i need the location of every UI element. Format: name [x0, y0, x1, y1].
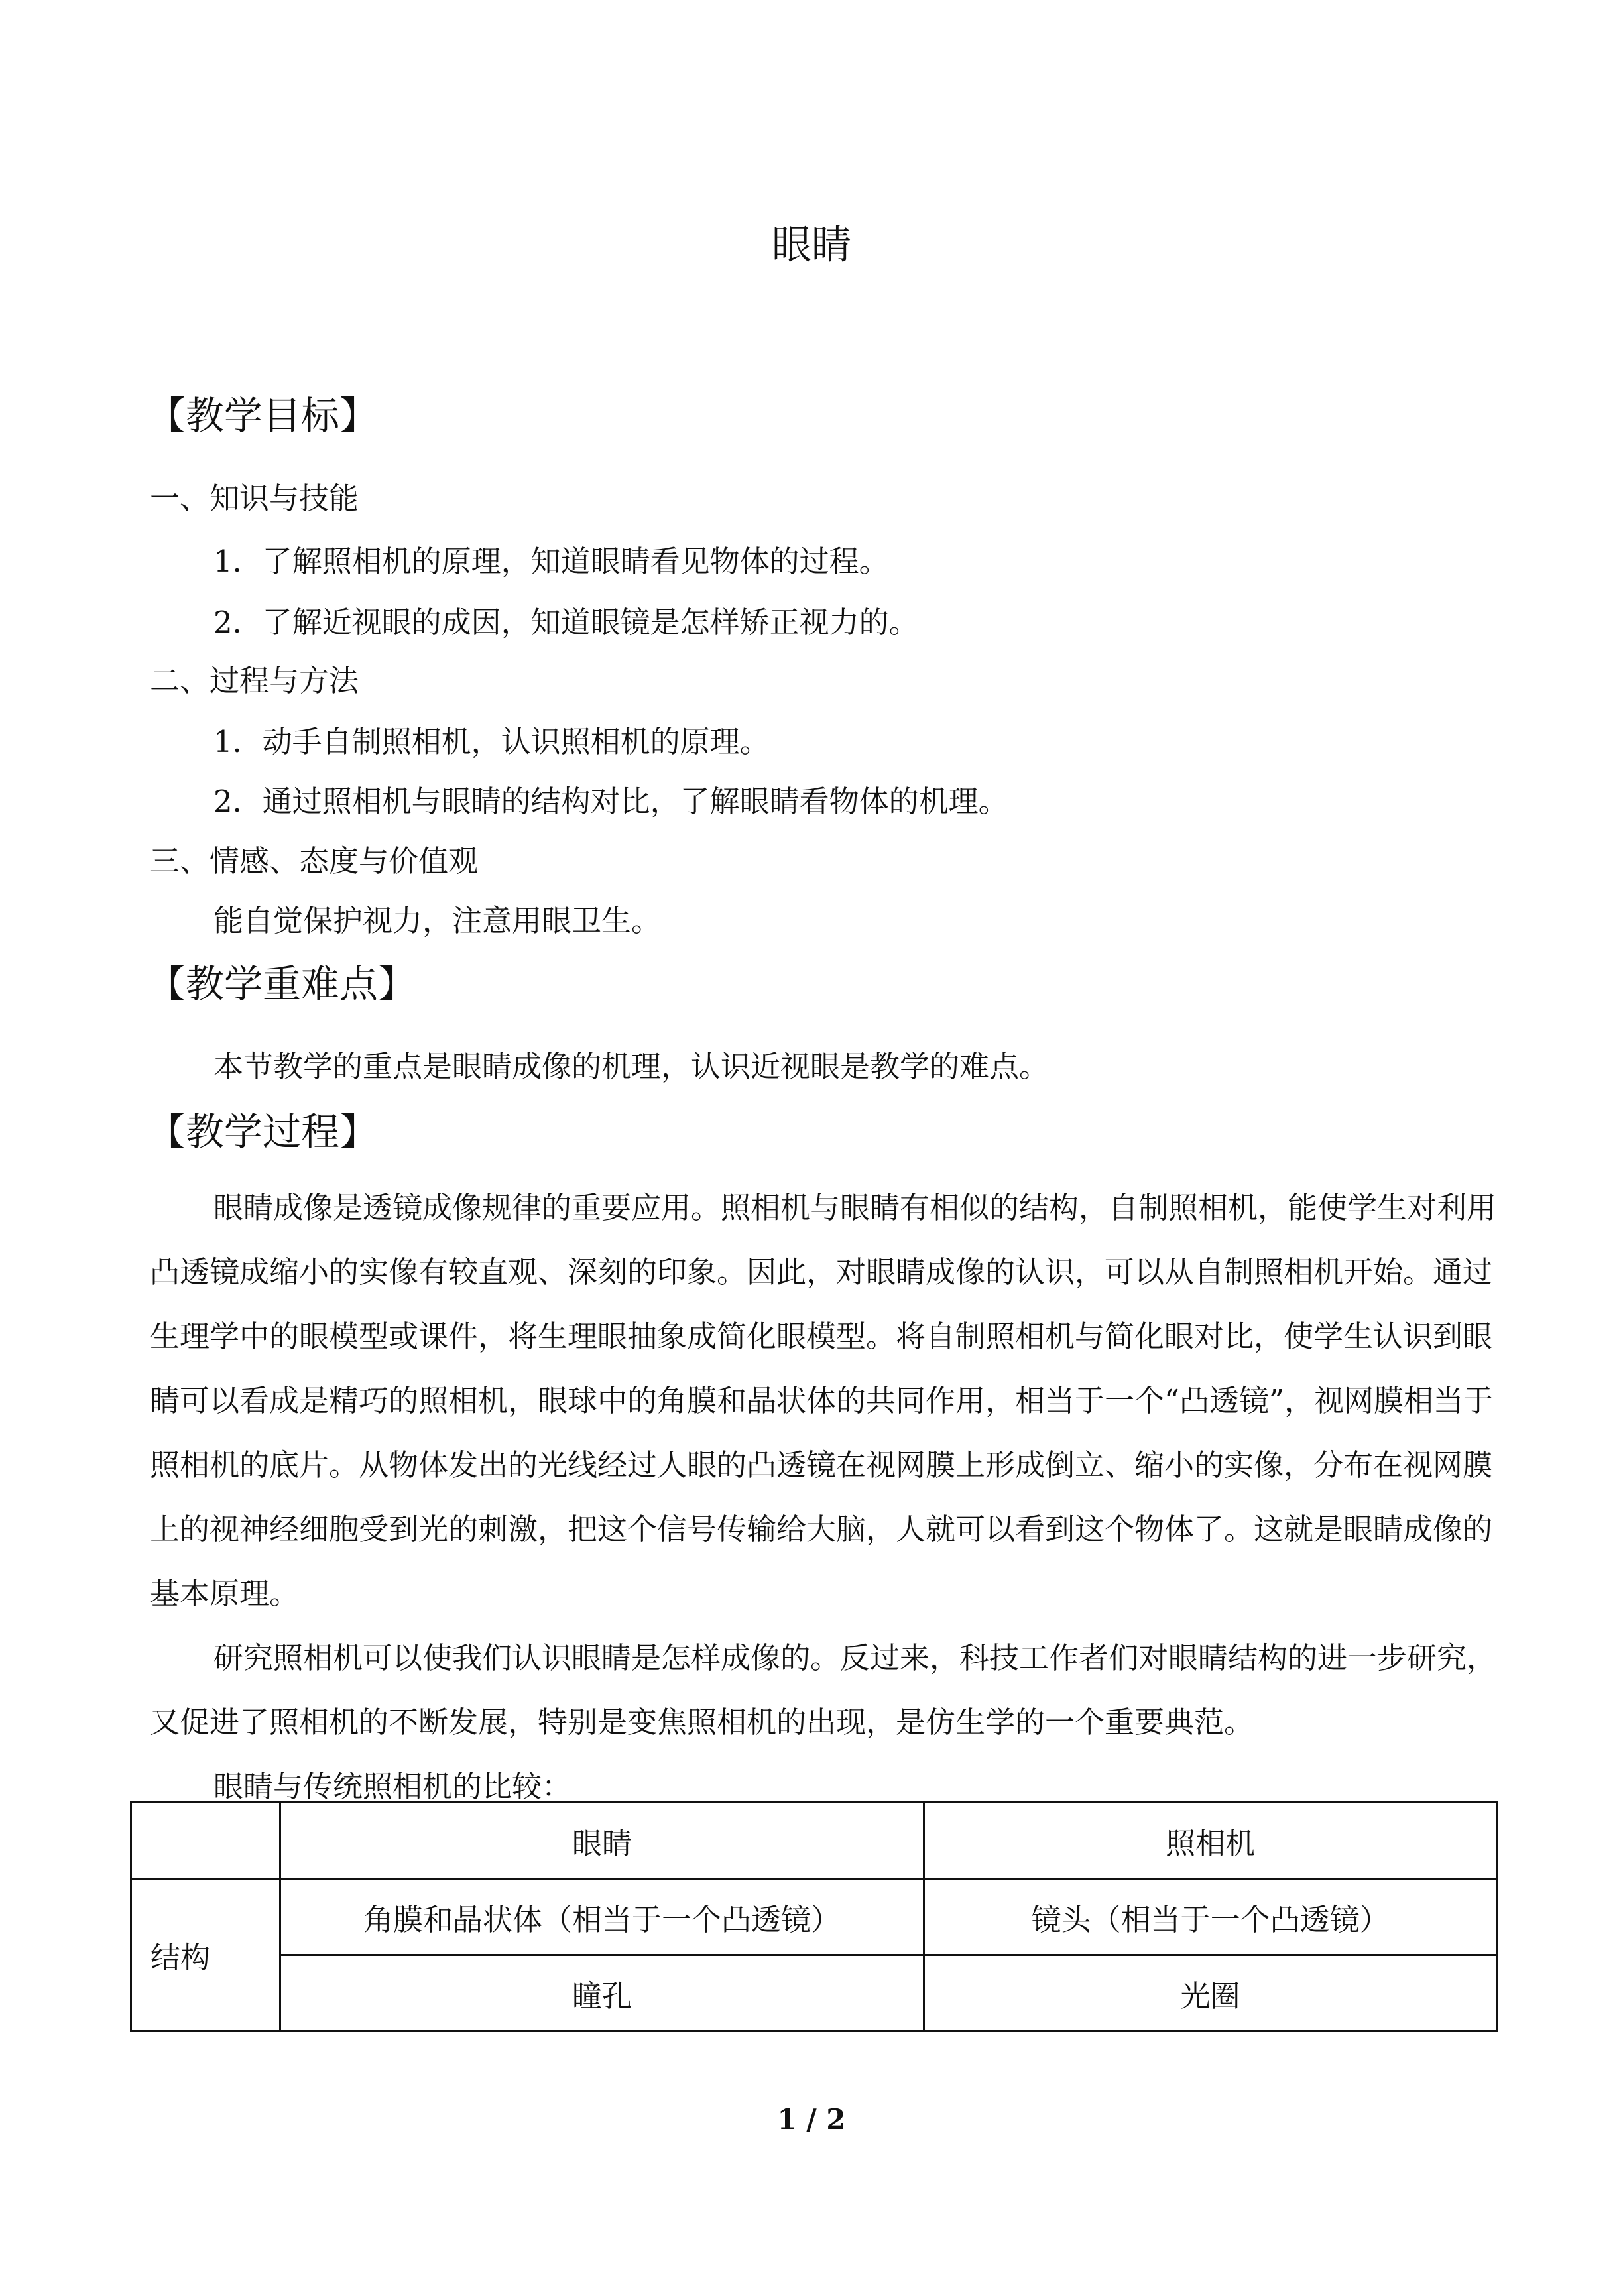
- process-paragraph-1: 眼睛成像是透镜成像规律的重要应用。照相机与眼睛有相似的结构，自制照相机，能使学生对利用凸透镜成缩小的实像有较直观、深刻的印象。因此，对眼睛成像的认识，可以从自制照相机开始。通过生理学中的眼模型或课件，将生理眼抽象成简化眼模型。将自制照相机与简化眼对比，使学生认识到眼睛可以看成是精巧的照相机，眼球中的角膜和晶状体的共同作用，相当于一个“凸透镜”，视网膜相当于照相机的底片。从物体发出的光线经过人眼的凸透镜在视网膜上形成倒立、缩小的实像，分布在视网膜上的视神经细胞受到光的刺激，把这个信号传输给大脑，人就可以看到这个物体了。这就是眼睛成像的基本原理。: [150, 1190, 1497, 1611]
- table-header-row: [131, 1803, 1497, 1879]
- teaching-process-body: [150, 1176, 1497, 1819]
- process-paragraph-2: 研究照相机可以使我们认识眼睛是怎样成像的。反过来，科技工作者们对眼睛结构的进一步研究，又促进了照相机的不断发展，特别是变焦照相机的出现，是仿生学的一个重要典范。: [150, 1640, 1497, 1740]
- emotion-heading: 三、情感、态度与价值观: [150, 843, 479, 878]
- comparison-table: [130, 1801, 1498, 2032]
- table-cell: 镜头（相当于一个凸透镜）: [924, 1879, 1497, 1955]
- table-cell: 瞳孔: [280, 1955, 924, 2031]
- objectives-heading: 【教学目标】: [147, 393, 379, 438]
- key-points-heading: 【教学重难点】: [147, 961, 417, 1006]
- knowledge-heading: 一、知识与技能: [150, 481, 359, 516]
- table-cell: 光圈: [924, 1955, 1497, 2031]
- page-title: 眼睛: [772, 222, 851, 269]
- process-heading: 二、过程与方法: [150, 663, 359, 698]
- process-paragraph-3: 眼睛与传统照相机的比较：: [213, 1769, 572, 1804]
- knowledge-item-2: 2．了解近视眼的成因，知道眼镜是怎样矫正视力的。: [213, 605, 919, 640]
- table-header-eye: 眼睛: [280, 1803, 924, 1879]
- table-row: [131, 1879, 1497, 1955]
- process-item-2: 2．通过照相机与眼睛的结构对比，了解眼睛看物体的机理。: [213, 784, 1008, 819]
- key-points-text: 本节教学的重点是眼睛成像的机理，认识近视眼是教学的难点。: [213, 1049, 1050, 1084]
- table-header-empty: [131, 1803, 280, 1879]
- teaching-process-heading: 【教学过程】: [147, 1109, 379, 1154]
- knowledge-item-1: 1．了解照相机的原理，知道眼睛看见物体的过程。: [213, 544, 889, 579]
- page-indicator: 1 / 2: [777, 2103, 846, 2136]
- table-row-label: 结构: [131, 1879, 280, 2031]
- table-header-camera: 照相机: [924, 1803, 1497, 1879]
- table-cell: 角膜和晶状体（相当于一个凸透镜）: [280, 1879, 924, 1955]
- process-item-1: 1．动手自制照相机，认识照相机的原理。: [213, 724, 770, 759]
- emotion-text: 能自觉保护视力，注意用眼卫生。: [213, 903, 662, 938]
- table-row: [131, 1955, 1497, 2031]
